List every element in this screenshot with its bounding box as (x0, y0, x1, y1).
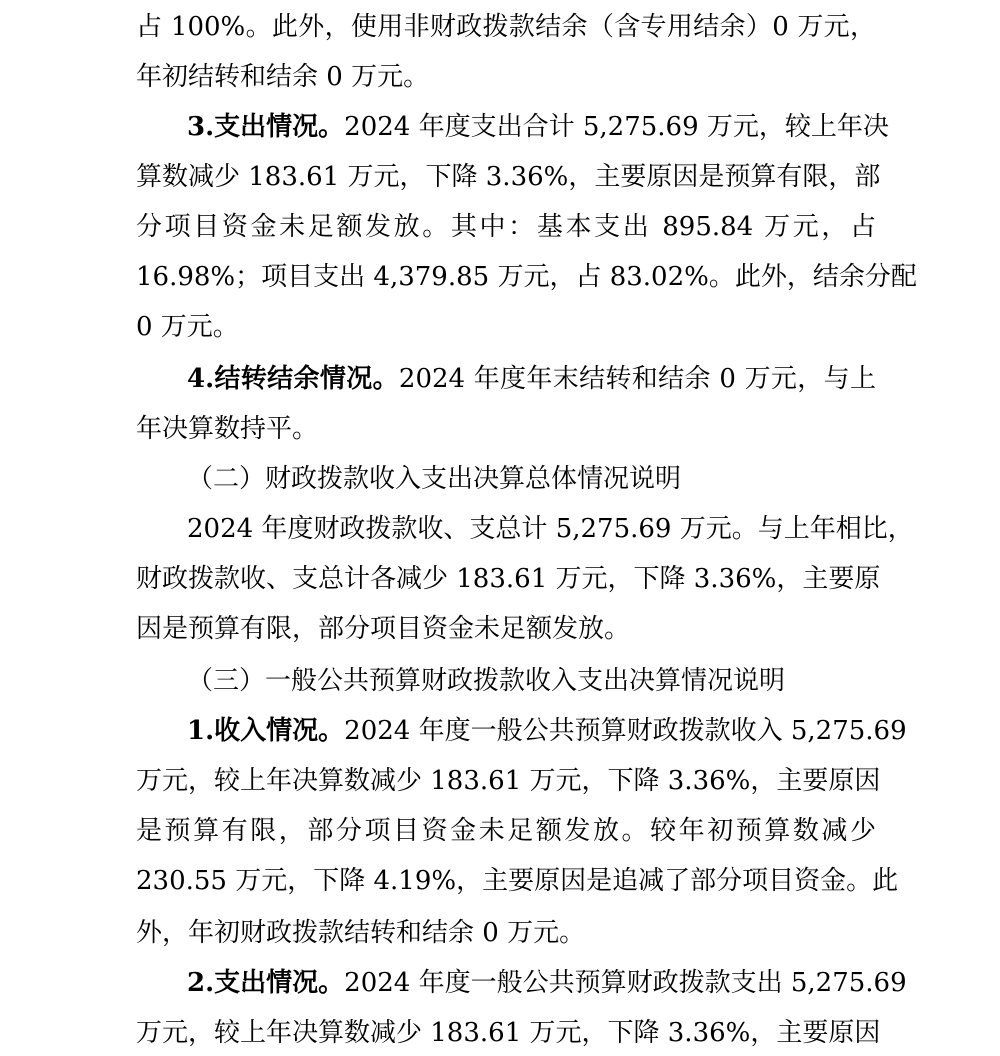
section-heading-3: （三）一般公共预算财政拨款收入支出决算情况说明 (187, 666, 786, 696)
section-general-expenditure-line (187, 963, 907, 1003)
paragraph-line: 年决算数持平。 (136, 414, 319, 444)
paragraph-text: 2024 年度一般公共预算财政拨款收入 5,275.69 (344, 716, 907, 746)
paragraph-line: 年初结转和结余 0 万元。 (136, 62, 430, 92)
section-heading-2: （二）财政拨款收入支出决算总体情况说明 (187, 464, 682, 494)
paragraph-line: 万元，较上年决算数减少 183.61 万元，下降 3.36%，主要原因 (136, 766, 881, 796)
subheading-carryover: 4.结转结余情况。 (187, 364, 399, 394)
paragraph-line: 占 100%。此外，使用非财政拨款结余（含专用结余）0 万元， (136, 12, 876, 42)
paragraph-line: 16.98%；项目支出 4,379.85 万元，占 83.02%。此外，结余分配 (136, 262, 917, 292)
paragraph-line: 是预算有限，部分项目资金未足额发放。较年初预算数减少 (136, 816, 876, 846)
subheading-expenditure: 3.支出情况。 (187, 112, 345, 142)
paragraph-line: 2024 年度财政拨款收、支总计 5,275.69 万元。与上年相比， (187, 514, 914, 544)
paragraph-line: 外，年初财政拨款结转和结余 0 万元。 (136, 918, 586, 948)
paragraph-line: 分项目资金未足额发放。其中：基本支出 895.84 万元，占 (136, 212, 876, 242)
paragraph-line: 因是预算有限，部分项目资金未足额发放。 (136, 614, 631, 644)
paragraph-text: 2024 年度一般公共预算财政拨款支出 5,275.69 (344, 968, 907, 998)
section-expenditure-line (187, 107, 889, 147)
paragraph-text: 2024 年度支出合计 5,275.69 万元，较上年决 (344, 112, 889, 142)
paragraph-line: 财政拨款收、支总计各减少 183.61 万元，下降 3.36%，主要原 (136, 564, 881, 594)
section-income-line (187, 711, 907, 751)
subheading-general-expenditure: 2.支出情况。 (187, 968, 345, 998)
paragraph-line: 万元，较上年决算数减少 183.61 万元，下降 3.36%，主要原因 (136, 1018, 881, 1048)
paragraph-line: 0 万元。 (136, 312, 239, 342)
paragraph-line: 230.55 万元，下降 4.19%，主要原因是追减了部分项目资金。此 (136, 866, 899, 896)
paragraph-text: 2024 年度年末结转和结余 0 万元，与上 (398, 364, 876, 394)
subheading-income: 1.收入情况。 (187, 716, 345, 746)
paragraph-line: 算数减少 183.61 万元，下降 3.36%，主要原因是预算有限，部 (136, 162, 881, 192)
section-carryover-line (187, 359, 876, 399)
